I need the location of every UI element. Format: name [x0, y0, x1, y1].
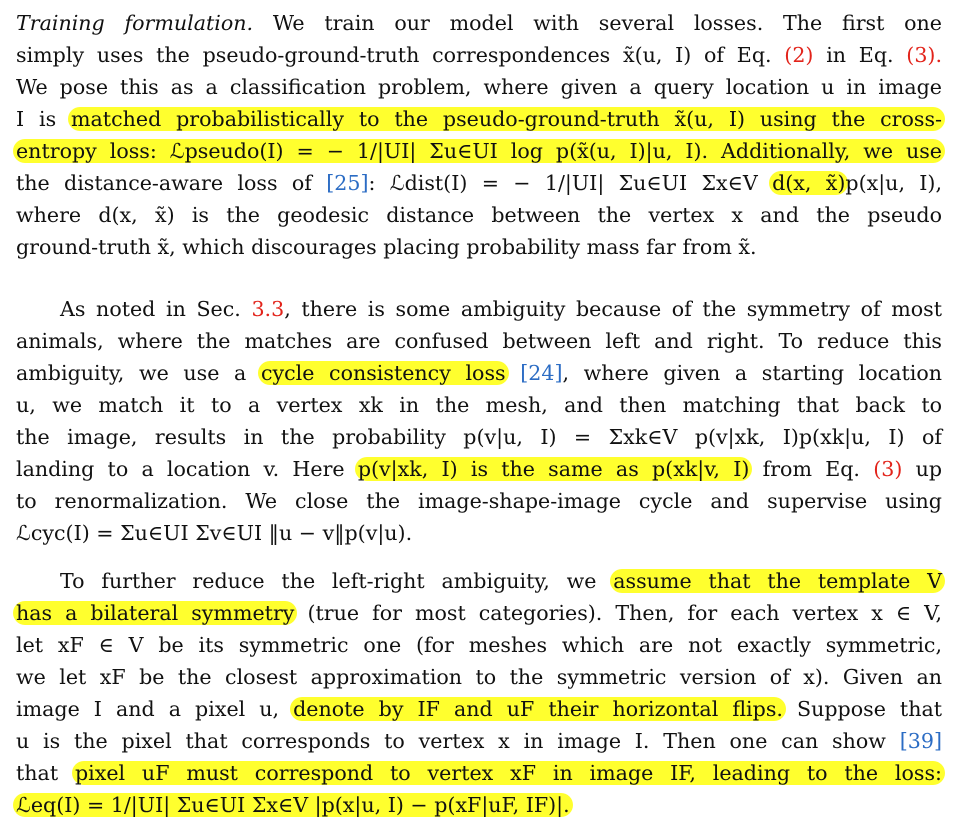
- citation-link[interactable]: [39]: [899, 729, 943, 753]
- highlight: ℒeq(I) = 1/|UI| Σu∈UI Σx∈V |p(x|u, I) − p(xF|uF, IF)|.: [13, 793, 573, 817]
- p2-line-2: animals, where the matches are confused between left and right. To reduce this: [16, 329, 942, 353]
- p3-line-6: u is the pixel that corresponds to vertex x in image I. Then one can show [39]: [16, 729, 943, 753]
- highlight: entropy loss: ℒpseudo(I) = − 1/|UI| Σu∈UI log p(x̃(u, I)|u, I). Additionally, we use: [13, 139, 945, 163]
- p1-line-5: [16, 136, 942, 167]
- p2-line-6: landing to a location v. Here p(v|xk, I) is the same as p(xk|v, I) from Eq. (3) up: [16, 457, 943, 481]
- eq-ref-link[interactable]: (3).: [906, 43, 942, 67]
- p2-line-8: ℒcyc(I) = Σu∈UI Σv∈UI ‖u − v‖p(v|u).: [16, 521, 413, 545]
- section-heading: Training formulation.: [16, 11, 254, 35]
- p3-line-8: [16, 790, 942, 821]
- highlight: cycle consistency loss: [258, 361, 509, 385]
- p1-line-3: We pose this as a classification problem, where given a query location u in image: [16, 75, 942, 99]
- p2-line-7: to renormalization. We close the image-shape-image cycle and supervise using: [16, 489, 942, 513]
- p1-line-4: I is matched probabilistically to the pseudo-ground-truth x̃(u, I) using the cross-: [16, 104, 942, 135]
- highlight: d(x, x̃): [769, 171, 848, 195]
- p3-line-7: that pixel uF must correspond to vertex xF in image IF, leading to the loss:: [16, 758, 942, 789]
- highlight: p(v|xk, I) is the same as p(xk|v, I): [355, 457, 753, 481]
- p2-line-5: the image, results in the probability p(v|u, I) = Σxk∈V p(v|xk, I)p(xk|u, I) of: [16, 425, 942, 449]
- p3-line-2: has a bilateral symmetry (true for most categories). Then, for each vertex x ∈ V,: [16, 598, 942, 629]
- p2-line-4: u, we match it to a vertex xk in the mesh, and then matching that back to: [16, 393, 942, 417]
- p1-line-2: simply uses the pseudo-ground-truth correspondences x̃(u, I) of Eq. (2) in Eq. (3).: [16, 43, 942, 67]
- p1-line-6: the distance-aware loss of [25]: ℒdist(I) = − 1/|UI| Σu∈UI Σx∈V d(x, x̃)p(x|u, I),: [16, 171, 943, 195]
- p1-line-7: where d(x, x̃) is the geodesic distance between the vertex x and the pseudo: [16, 203, 942, 227]
- section-ref-link[interactable]: 3.3: [251, 297, 285, 321]
- p3-line-1: To further reduce the left-right ambiguity, we assume that the template V: [16, 566, 942, 597]
- p2-line-3: ambiguity, we use a cycle consistency loss [24], where given a starting location: [16, 361, 942, 385]
- highlight: pixel uF must correspond to vertex xF in image IF, leading to the loss:: [72, 761, 945, 785]
- highlight: has a bilateral symmetry: [13, 601, 297, 625]
- p2-line-1: As noted in Sec. 3.3, there is some ambiguity because of the symmetry of most: [60, 297, 942, 321]
- p3-line-3: let xF ∈ V be its symmetric one (for meshes which are not exactly symmetric,: [16, 633, 942, 657]
- p3-line-5: image I and a pixel u, denote by IF and uF their horizontal flips. Suppose that: [16, 697, 943, 721]
- citation-link[interactable]: [24]: [520, 361, 563, 385]
- eq-ref-link[interactable]: (2): [784, 43, 814, 67]
- p3-line-4: we let xF be the closest approximation to the symmetric version of x). Given an: [16, 665, 942, 689]
- highlight: denote by IF and uF their horizontal flips.: [290, 697, 786, 721]
- p1-line-1: Training formulation. We train our model with several losses. The first one: [16, 11, 942, 35]
- eq-ref-link[interactable]: (3): [873, 457, 903, 481]
- citation-link[interactable]: [25]: [326, 171, 369, 195]
- p1-line-8: ground-truth x̃, which discourages placing probability mass far from x̃.: [16, 235, 757, 259]
- highlight: matched probabilistically to the pseudo-ground-truth x̃(u, I) using the cross-: [68, 107, 945, 131]
- highlight: assume that the template V: [610, 569, 945, 593]
